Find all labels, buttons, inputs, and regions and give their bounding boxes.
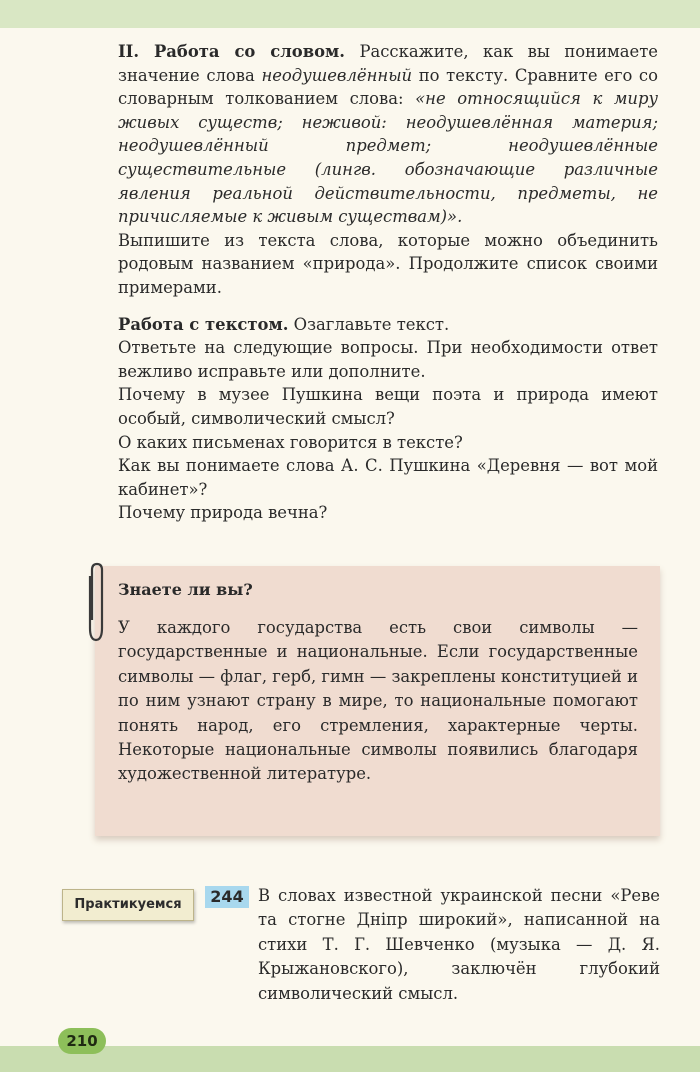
practice-tag: Практикуемся: [62, 889, 194, 921]
question-line: Как вы понимаете слова А. С. Пушкина «Деревня — вот мой кабинет»?: [118, 456, 658, 499]
question-line: О каких письменах говорится в тексте?: [118, 432, 463, 452]
text-work-heading: Работа с текстом.: [118, 314, 289, 334]
question-line: Почему природа вечна?: [118, 503, 328, 523]
did-you-know-box: [95, 566, 660, 836]
bottom-band: [0, 1046, 700, 1072]
top-band: [0, 0, 700, 28]
question-line: Ответьте на следующие вопросы. При необходимости ответ вежливо исправьте или дополните.: [118, 338, 658, 381]
exercise-number: 244: [205, 886, 249, 908]
paperclip-icon: [84, 562, 106, 644]
question-line: Почему в музее Пушкина вещи поэта и природа имеют особый, символический смысл?: [118, 385, 658, 428]
word-work-paragraph: II. Работа со словом. Расскажите, как вы понимаете значение слова неодушевлённый по тексту. Сравните его со словарным толкованием слова: «не относящийся к миру живых существ; неживой: неодушевлённая материя; неодушевлённый предмет; неодушевлённые существительные (лингв. обозначающие различные явления реальной действительности, предметы, не причисляемые к живым существам)».: [118, 42, 658, 227]
did-you-know-text: У каждого государства есть свои символы — государственные и национальные. Если государственные символы — флаг, герб, гимн — закреплены конституцией и по ним узнают страну в мире, то национальные помогают понять народ, его стремления, характерные черты. Некоторые национальные символы появились благодаря художественной литературе.: [118, 618, 638, 784]
word-work-task: Выпишите из текста слова, которые можно объединить родовым названием «природа». Продолжите список своими примерами.: [118, 230, 658, 297]
text-work-paragraph: Работа с текстом. Озаглавьте текст.: [118, 314, 450, 334]
word-work-heading: II. Работа со словом.: [118, 42, 346, 61]
exercise-text: В словах известной украинской песни «Реве та стогне Дніпр широкий», написанной на стихи Т. Г. Шевченко (музыка — Д. Я. Крыжановского), заключён глубокий символический смысл.: [258, 886, 660, 1003]
dictionary-definition: «не относящийся к миру живых существ; неживой: неодушевлённая материя; неодушевлённый предмет; неодушевлённые существительные (лингв. обозначающие различные явления реальной действительности, предметы, не причисляемые к живым существам)».: [118, 89, 658, 227]
page-number: 210: [58, 1028, 106, 1054]
did-you-know-title: Знаете ли вы?: [118, 580, 253, 599]
word-work-section: [118, 40, 658, 525]
